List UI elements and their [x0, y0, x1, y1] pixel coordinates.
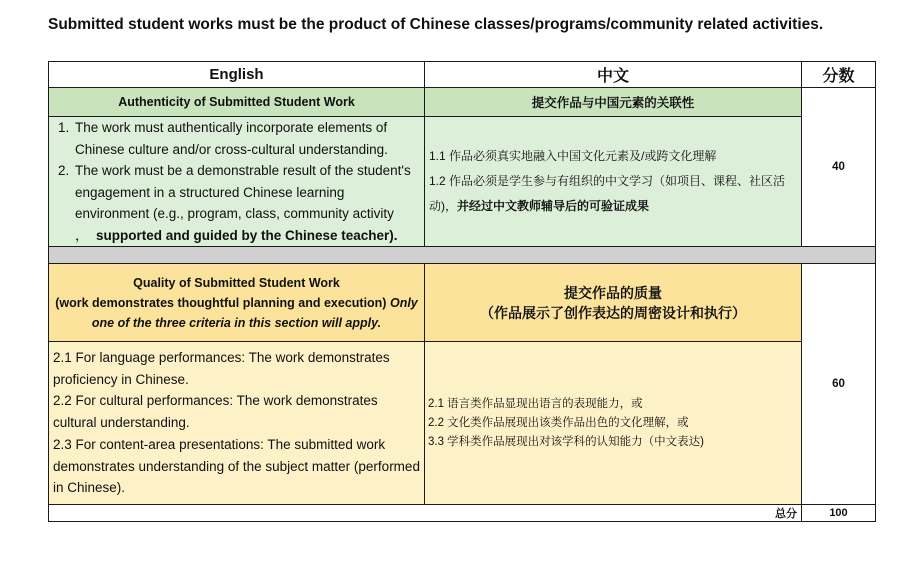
- section2-title-row: [49, 264, 876, 342]
- section2-title-note: Only one of the three criteria in this section will apply.: [91, 295, 418, 330]
- section1-criteria-zh: [425, 117, 802, 247]
- section2-criteria-zh: [425, 342, 802, 505]
- column-header-score: 分数: [802, 62, 876, 88]
- section2-score: 60: [802, 264, 876, 505]
- section1-criterion-2-bold: supported and guided by the Chinese teacher).: [96, 227, 398, 243]
- total-label: 总分: [49, 505, 802, 522]
- section1-criteria-row: [49, 117, 876, 247]
- section1-criterion-1: 1. The work must authentically incorporate elements of Chinese culture and/or cross-cultural understanding.: [73, 117, 420, 160]
- total-row: [49, 505, 876, 522]
- section2-title-zh: 提交作品的质量 （作品展示了创作表达的周密设计和执行）: [425, 264, 802, 342]
- section1-criterion-zh-2: 1.2 作品必须是学生参与有组织的中文学习（如项目、课程、社区活动)，并经过中文教师辅导后的可验证成果: [429, 174, 786, 213]
- section1-score: 40: [802, 88, 876, 247]
- section1-title-row: [49, 88, 876, 117]
- page-heading: Submitted student works must be the product of Chinese classes/programs/community related activities.: [48, 16, 824, 33]
- section2-criteria-en: [49, 342, 425, 505]
- section1-criteria-en: [49, 117, 425, 247]
- section2-criterion-zh-1: 2.1 语言类作品显现出语言的表现能力，或: [428, 397, 643, 410]
- section1-criterion-zh-1: 1.1 作品必须真实地融入中国文化元素及/或跨文化理解: [429, 149, 717, 163]
- total-value: 100: [802, 505, 876, 522]
- section1-criterion-2: 2. The work must be a demonstrable result of the student's engagement in a structured Chinese learning environment (e.g., program, class, community activity ， supported and guided by the Chinese teacher).: [73, 160, 420, 246]
- header-row: [49, 62, 876, 88]
- section2-criterion-3: 2.3 For content-area presentations: The submitted work demonstrates understanding of the subject matter (performed in Chinese).: [53, 436, 420, 496]
- section1-criteria-list: [49, 117, 424, 246]
- rubric-table: [48, 61, 876, 522]
- section2-title-en: Quality of Submitted Student Work (work demonstrates thoughtful planning and execution) Only one of the three criteria in this section will apply.: [49, 264, 425, 342]
- column-header-chinese: 中文: [425, 62, 802, 88]
- section-divider: [49, 247, 876, 264]
- section2-criterion-zh-3: 3.3 学科类作品展现出对该学科的认知能力（中文表达): [428, 435, 705, 448]
- section2-criteria-row: [49, 342, 876, 505]
- column-header-english: English: [49, 62, 425, 88]
- section1-title-en: Authenticity of Submitted Student Work: [49, 88, 425, 117]
- section2-criterion-zh-2: 2.2 文化类作品展现出该类作品出色的文化理解，或: [428, 416, 689, 429]
- section1-criterion-zh-2-bold: 并经过中文教师辅导后的可验证成果: [457, 199, 650, 213]
- section2-criterion-2: 2.2 For cultural performances: The work demonstrates cultural understanding.: [53, 393, 378, 431]
- section1-title-zh: 提交作品与中国元素的关联性: [425, 88, 802, 117]
- section2-criterion-1: 2.1 For language performances: The work demonstrates proficiency in Chinese.: [53, 350, 390, 387]
